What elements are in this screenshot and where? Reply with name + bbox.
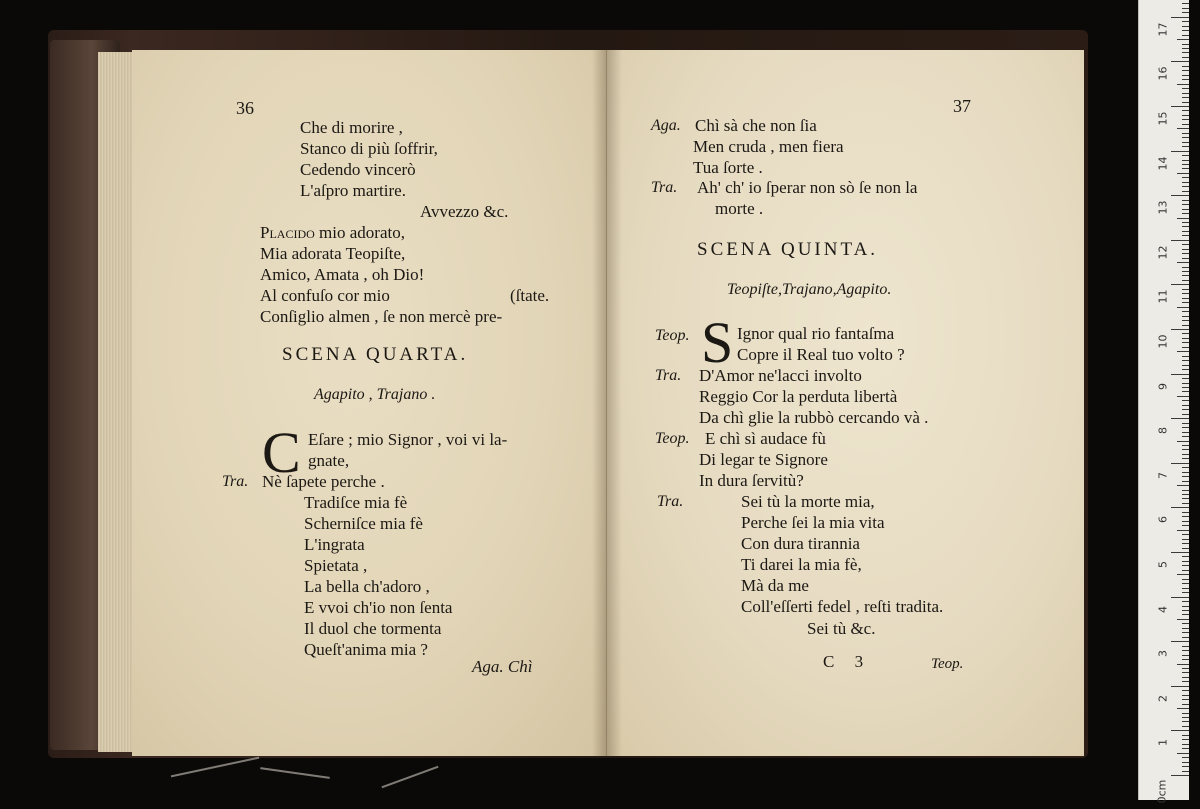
- refrain: Avvezzo &c.: [420, 202, 509, 221]
- ruler-tick: [1171, 507, 1189, 508]
- cast-list: Agapito , Trajano .: [314, 386, 436, 403]
- ruler-tick: [1182, 342, 1189, 343]
- verse-line: Di legar te Signore: [699, 450, 828, 469]
- verse-line: Reggio Cor la perduta libertà: [699, 387, 898, 406]
- ruler-tick: [1171, 106, 1189, 107]
- drop-cap: S: [701, 310, 734, 375]
- ruler-tick: [1171, 61, 1189, 62]
- ruler-tick: [1182, 432, 1189, 433]
- ruler-tick: [1177, 485, 1189, 486]
- verse-line: Ignor qual rio fantaſma: [737, 324, 895, 343]
- ruler-tick: [1182, 391, 1189, 392]
- ruler-tick: [1177, 351, 1189, 352]
- ruler-tick: [1182, 490, 1189, 491]
- ruler-tick: [1171, 686, 1189, 687]
- ruler-tick: [1182, 713, 1189, 714]
- ruler-tick: [1182, 690, 1189, 691]
- ruler-tick: [1182, 556, 1189, 557]
- ruler-tick: [1182, 592, 1189, 593]
- ruler-tick: [1182, 588, 1189, 589]
- ruler-tick: [1182, 70, 1189, 71]
- page-number-right: 37: [953, 96, 971, 116]
- ruler-tick: [1182, 735, 1189, 736]
- ruler-label: 12: [1156, 245, 1170, 260]
- verse-line: E vvoi ch'io non ſenta: [304, 598, 453, 617]
- ruler-tick: [1182, 445, 1189, 446]
- speaker-label: Aga.: [651, 117, 681, 134]
- verse-line: E chì sì audace fù: [705, 429, 826, 448]
- ruler-tick: [1182, 717, 1189, 718]
- verse-line: Ah' ch' io ſperar non sò ſe non la: [697, 178, 918, 197]
- ruler-label: 2: [1156, 694, 1170, 702]
- ruler-tick: [1182, 655, 1189, 656]
- verse-line: Stanco di più ſoffrir,: [300, 139, 438, 158]
- ruler-tick: [1182, 610, 1189, 611]
- ruler-tick: [1182, 570, 1189, 571]
- ruler-tick: [1177, 753, 1189, 754]
- ruler-tick: [1182, 677, 1189, 678]
- ruler-tick: [1182, 30, 1189, 31]
- ruler-tick: [1182, 97, 1189, 98]
- verse-line: Chì sà che non ſia: [695, 116, 817, 135]
- ruler-tick: [1182, 721, 1189, 722]
- ruler-tick: [1182, 115, 1189, 116]
- ruler-label: 1: [1156, 739, 1170, 747]
- verse-line: Eſare ; mio Signor , voi vi la-: [308, 430, 508, 449]
- verse-line: Mà da me: [741, 576, 809, 595]
- ruler-tick: [1182, 21, 1189, 22]
- ruler-tick: [1182, 12, 1189, 13]
- ruler-label: 4: [1156, 605, 1170, 613]
- ruler-tick: [1182, 498, 1189, 499]
- drop-cap: C: [262, 420, 301, 485]
- ruler-tick: [1171, 17, 1189, 18]
- ruler-tick: [1182, 249, 1189, 250]
- ruler-tick: [1182, 222, 1189, 223]
- ruler-tick: [1182, 414, 1189, 415]
- verse-line: gnate,: [308, 451, 350, 470]
- ruler-tick: [1182, 102, 1189, 103]
- ruler-tick: [1182, 137, 1189, 138]
- ruler-tick: [1182, 378, 1189, 379]
- ruler-tick: [1182, 458, 1189, 459]
- verse-line: Che di morire ,: [300, 118, 403, 137]
- ruler-tick: [1171, 329, 1189, 330]
- ruler-tick: [1182, 521, 1189, 522]
- ruler-tick: [1177, 128, 1189, 129]
- ruler-tick: [1182, 503, 1189, 504]
- ruler-tick: [1177, 708, 1189, 709]
- verse-line: Nè ſapete perche .: [262, 472, 385, 491]
- ruler-tick: [1182, 275, 1189, 276]
- ruler-tick: [1182, 534, 1189, 535]
- right-page: [606, 50, 1084, 756]
- ruler-tick: [1182, 52, 1189, 53]
- ruler-tick: [1182, 168, 1189, 169]
- verse-line: [260, 223, 405, 243]
- ruler-label: 15: [1156, 111, 1170, 126]
- ruler-tick: [1182, 258, 1189, 259]
- ruler-tick: [1182, 579, 1189, 580]
- speaker-label: Tra.: [222, 473, 249, 490]
- ruler-tick: [1177, 307, 1189, 308]
- ruler-tick: [1171, 418, 1189, 419]
- ruler-tick: [1182, 423, 1189, 424]
- ruler-tick: [1182, 271, 1189, 272]
- ruler-tick: [1182, 3, 1189, 4]
- verse-line: L'ingrata: [304, 535, 365, 554]
- ruler-tick: [1182, 606, 1189, 607]
- loose-thread: [381, 766, 438, 788]
- ruler-tick: [1182, 182, 1189, 183]
- catchword: Aga. Chì: [472, 657, 533, 676]
- turnover-fragment: (ſtate.: [510, 286, 550, 305]
- ruler-tick: [1182, 601, 1189, 602]
- ruler-tick: [1182, 681, 1189, 682]
- ruler-tick: [1182, 146, 1189, 147]
- character-name-placido: Placido: [260, 223, 315, 242]
- ruler-tick: [1182, 387, 1189, 388]
- ruler-tick: [1182, 481, 1189, 482]
- ruler-label: 14: [1156, 156, 1170, 171]
- ruler-tick: [1182, 623, 1189, 624]
- measuring-ruler: [1138, 0, 1189, 804]
- ruler-tick: [1182, 200, 1189, 201]
- ruler-tick: [1182, 124, 1189, 125]
- verse-line: La bella ch'adoro ,: [304, 577, 430, 596]
- verse-line: In dura ſervitù?: [699, 471, 804, 490]
- ruler-label: 5: [1156, 561, 1170, 568]
- verse-line: D'Amor ne'lacci involto: [699, 366, 862, 385]
- ruler-tick: [1182, 280, 1189, 281]
- ruler-tick: [1182, 637, 1189, 638]
- verse-line: L'aſpro martire.: [300, 181, 406, 200]
- ruler-tick: [1182, 539, 1189, 540]
- ruler-tick: [1182, 543, 1189, 544]
- ruler-tick: [1177, 396, 1189, 397]
- ruler-tick: [1182, 365, 1189, 366]
- ruler-tick: [1182, 186, 1189, 187]
- ruler-tick: [1182, 525, 1189, 526]
- ruler-tick: [1177, 173, 1189, 174]
- ruler-tick: [1182, 164, 1189, 165]
- ruler-tick: [1182, 66, 1189, 67]
- ruler-tick: [1171, 284, 1189, 285]
- ruler-tick: [1177, 441, 1189, 442]
- ruler-tick: [1182, 289, 1189, 290]
- verse-line: Amico, Amata , oh Dio!: [260, 265, 425, 284]
- verse-line: Mia adorata Teopiſte,: [260, 244, 406, 263]
- ruler-tick: [1182, 695, 1189, 696]
- ruler-label: 9: [1156, 382, 1170, 390]
- verse-line: Conſiglio almen , ſe non mercè pre-: [260, 307, 503, 326]
- ruler-tick: [1171, 552, 1189, 553]
- ruler-label: 3: [1156, 650, 1170, 658]
- loose-thread: [260, 767, 330, 779]
- ruler-tick: [1182, 583, 1189, 584]
- speaker-label: Tra.: [655, 367, 682, 384]
- ruler-tick: [1177, 39, 1189, 40]
- verse-fragment: mio adorato,: [314, 223, 405, 242]
- ruler-tick: [1171, 597, 1189, 598]
- speaker-label: Tra.: [651, 179, 678, 196]
- ruler-tick: [1182, 75, 1189, 76]
- verse-line: Il duol che tormenta: [304, 619, 442, 638]
- ruler-tick: [1182, 213, 1189, 214]
- ruler-tick: [1177, 218, 1189, 219]
- verse-line: Tradiſce mia fè: [304, 493, 408, 512]
- ruler-tick: [1171, 374, 1189, 375]
- verse-line: morte .: [715, 199, 764, 218]
- ruler-label: 6: [1156, 516, 1170, 524]
- ruler-tick: [1182, 320, 1189, 321]
- ruler-tick: [1171, 641, 1189, 642]
- ruler-label: 8: [1156, 427, 1170, 435]
- ruler-tick: [1182, 383, 1189, 384]
- ruler-tick: [1182, 512, 1189, 513]
- ruler-tick: [1182, 133, 1189, 134]
- ruler-tick: [1182, 757, 1189, 758]
- ruler-tick: [1182, 333, 1189, 334]
- verse-line: Spietata ,: [304, 556, 368, 575]
- ruler-tick: [1182, 726, 1189, 727]
- ruler-tick: [1182, 26, 1189, 27]
- ruler-tick: [1171, 195, 1189, 196]
- ruler-tick: [1182, 454, 1189, 455]
- ruler-tick: [1182, 79, 1189, 80]
- ruler-tick: [1182, 516, 1189, 517]
- ruler-tick: [1177, 84, 1189, 85]
- ruler-tick: [1182, 748, 1189, 749]
- ruler-tick: [1171, 775, 1189, 776]
- ruler-tick: [1182, 762, 1189, 763]
- ruler-tick: [1177, 530, 1189, 531]
- ruler-tick: [1182, 632, 1189, 633]
- ruler-tick: [1182, 548, 1189, 549]
- cast-list: Teopiſte,Trajano,Agapito.: [727, 281, 892, 298]
- verse-line: Sei tù la morte mia,: [741, 492, 875, 511]
- ruler-tick: [1182, 369, 1189, 370]
- ruler-tick: [1182, 44, 1189, 45]
- ruler-tick: [1177, 664, 1189, 665]
- ruler-label: 7: [1156, 471, 1170, 479]
- catchword: Teop.: [931, 656, 964, 672]
- ruler-tick: [1171, 730, 1189, 731]
- speaker-label: Teop.: [655, 327, 690, 344]
- ruler-tick: [1182, 356, 1189, 357]
- ruler-tick: [1182, 48, 1189, 49]
- ruler-tick: [1182, 405, 1189, 406]
- ruler-tick: [1182, 209, 1189, 210]
- ruler-tick: [1182, 57, 1189, 58]
- ruler-tick: [1182, 244, 1189, 245]
- ruler-tick: [1182, 400, 1189, 401]
- ruler-tick: [1182, 565, 1189, 566]
- ruler-tick: [1182, 476, 1189, 477]
- ruler-tick: [1182, 338, 1189, 339]
- ruler-tick: [1177, 574, 1189, 575]
- ruler-tick: [1182, 35, 1189, 36]
- ruler-tick: [1182, 293, 1189, 294]
- ruler-tick: [1182, 347, 1189, 348]
- ruler-label: 17: [1156, 22, 1170, 37]
- ruler-tick: [1182, 93, 1189, 94]
- refrain: Sei tù &c.: [807, 619, 876, 638]
- ruler-tick: [1182, 160, 1189, 161]
- ruler-tick: [1171, 463, 1189, 464]
- verse-line: Cedendo vincerò: [300, 160, 416, 179]
- ruler-tick: [1182, 360, 1189, 361]
- ruler-tick: [1177, 619, 1189, 620]
- verse-line: Da chì glie la rubbò cercando và .: [699, 408, 929, 427]
- ruler-tick: [1182, 766, 1189, 767]
- verse-line: Ti darei la mia fè,: [741, 555, 862, 574]
- ruler-tick: [1182, 561, 1189, 562]
- scene-title: SCENA QUINTA.: [697, 239, 879, 260]
- speaker-label: Teop.: [655, 430, 690, 447]
- ruler-tick: [1182, 177, 1189, 178]
- ruler-tick: [1182, 494, 1189, 495]
- ruler-tick: [1182, 739, 1189, 740]
- ruler-tick: [1182, 235, 1189, 236]
- verse-line: Copre il Real tuo volto ?: [737, 345, 905, 364]
- verse-line: Perche ſei la mia vita: [741, 513, 885, 532]
- ruler-tick: [1182, 672, 1189, 673]
- ruler-label: 16: [1156, 66, 1170, 81]
- ruler-tick: [1182, 427, 1189, 428]
- ruler-label: 0cm: [1155, 779, 1169, 804]
- ruler-tick: [1182, 142, 1189, 143]
- verse-line: Men cruda , men fiera: [693, 137, 844, 156]
- ruler-tick: [1182, 88, 1189, 89]
- ruler-tick: [1182, 155, 1189, 156]
- loose-thread: [171, 757, 259, 778]
- ruler-tick: [1182, 409, 1189, 410]
- left-page: [132, 50, 608, 756]
- ruler-tick: [1182, 472, 1189, 473]
- ruler-tick: [1182, 298, 1189, 299]
- ruler-tick: [1182, 110, 1189, 111]
- ruler-tick: [1182, 614, 1189, 615]
- scene-title: SCENA QUARTA.: [282, 344, 469, 365]
- ruler-tick: [1182, 467, 1189, 468]
- ruler-tick: [1182, 204, 1189, 205]
- verse-line: Scherniſce mia fè: [304, 514, 423, 533]
- verse-line: Queſt'anima mia ?: [304, 640, 428, 659]
- ruler-label: 13: [1156, 200, 1170, 215]
- signature-mark: C 3: [823, 652, 872, 671]
- ruler-tick: [1182, 226, 1189, 227]
- ruler-tick: [1182, 744, 1189, 745]
- ruler-tick: [1182, 191, 1189, 192]
- ruler-tick: [1182, 302, 1189, 303]
- ruler-tick: [1182, 119, 1189, 120]
- verse-line: Al confuſo cor mio: [260, 286, 390, 305]
- ruler-tick: [1182, 316, 1189, 317]
- ruler-tick: [1182, 436, 1189, 437]
- ruler-tick: [1182, 449, 1189, 450]
- ruler-tick: [1182, 231, 1189, 232]
- ruler-tick: [1182, 650, 1189, 651]
- verse-line: Coll'eſſerti fedel , reſti tradita.: [741, 597, 944, 616]
- ruler-tick: [1182, 668, 1189, 669]
- page-number-left: 36: [236, 98, 254, 118]
- ruler-label: 10: [1156, 334, 1170, 349]
- ruler-tick: [1182, 704, 1189, 705]
- ruler-tick: [1171, 240, 1189, 241]
- ruler-tick: [1182, 628, 1189, 629]
- verse-line: Tua ſorte .: [693, 158, 763, 177]
- ruler-tick: [1182, 659, 1189, 660]
- ruler-tick: [1182, 325, 1189, 326]
- verse-line: Con dura tirannia: [741, 534, 860, 553]
- ruler-tick: [1182, 699, 1189, 700]
- ruler-tick: [1182, 311, 1189, 312]
- ruler-tick: [1182, 771, 1189, 772]
- ruler-tick: [1171, 151, 1189, 152]
- ruler-label: 11: [1156, 289, 1170, 304]
- ruler-tick: [1182, 8, 1189, 9]
- ruler-tick: [1177, 262, 1189, 263]
- ruler-tick: [1182, 267, 1189, 268]
- ruler-tick: [1182, 646, 1189, 647]
- speaker-label: Tra.: [657, 493, 684, 510]
- ruler-tick: [1182, 253, 1189, 254]
